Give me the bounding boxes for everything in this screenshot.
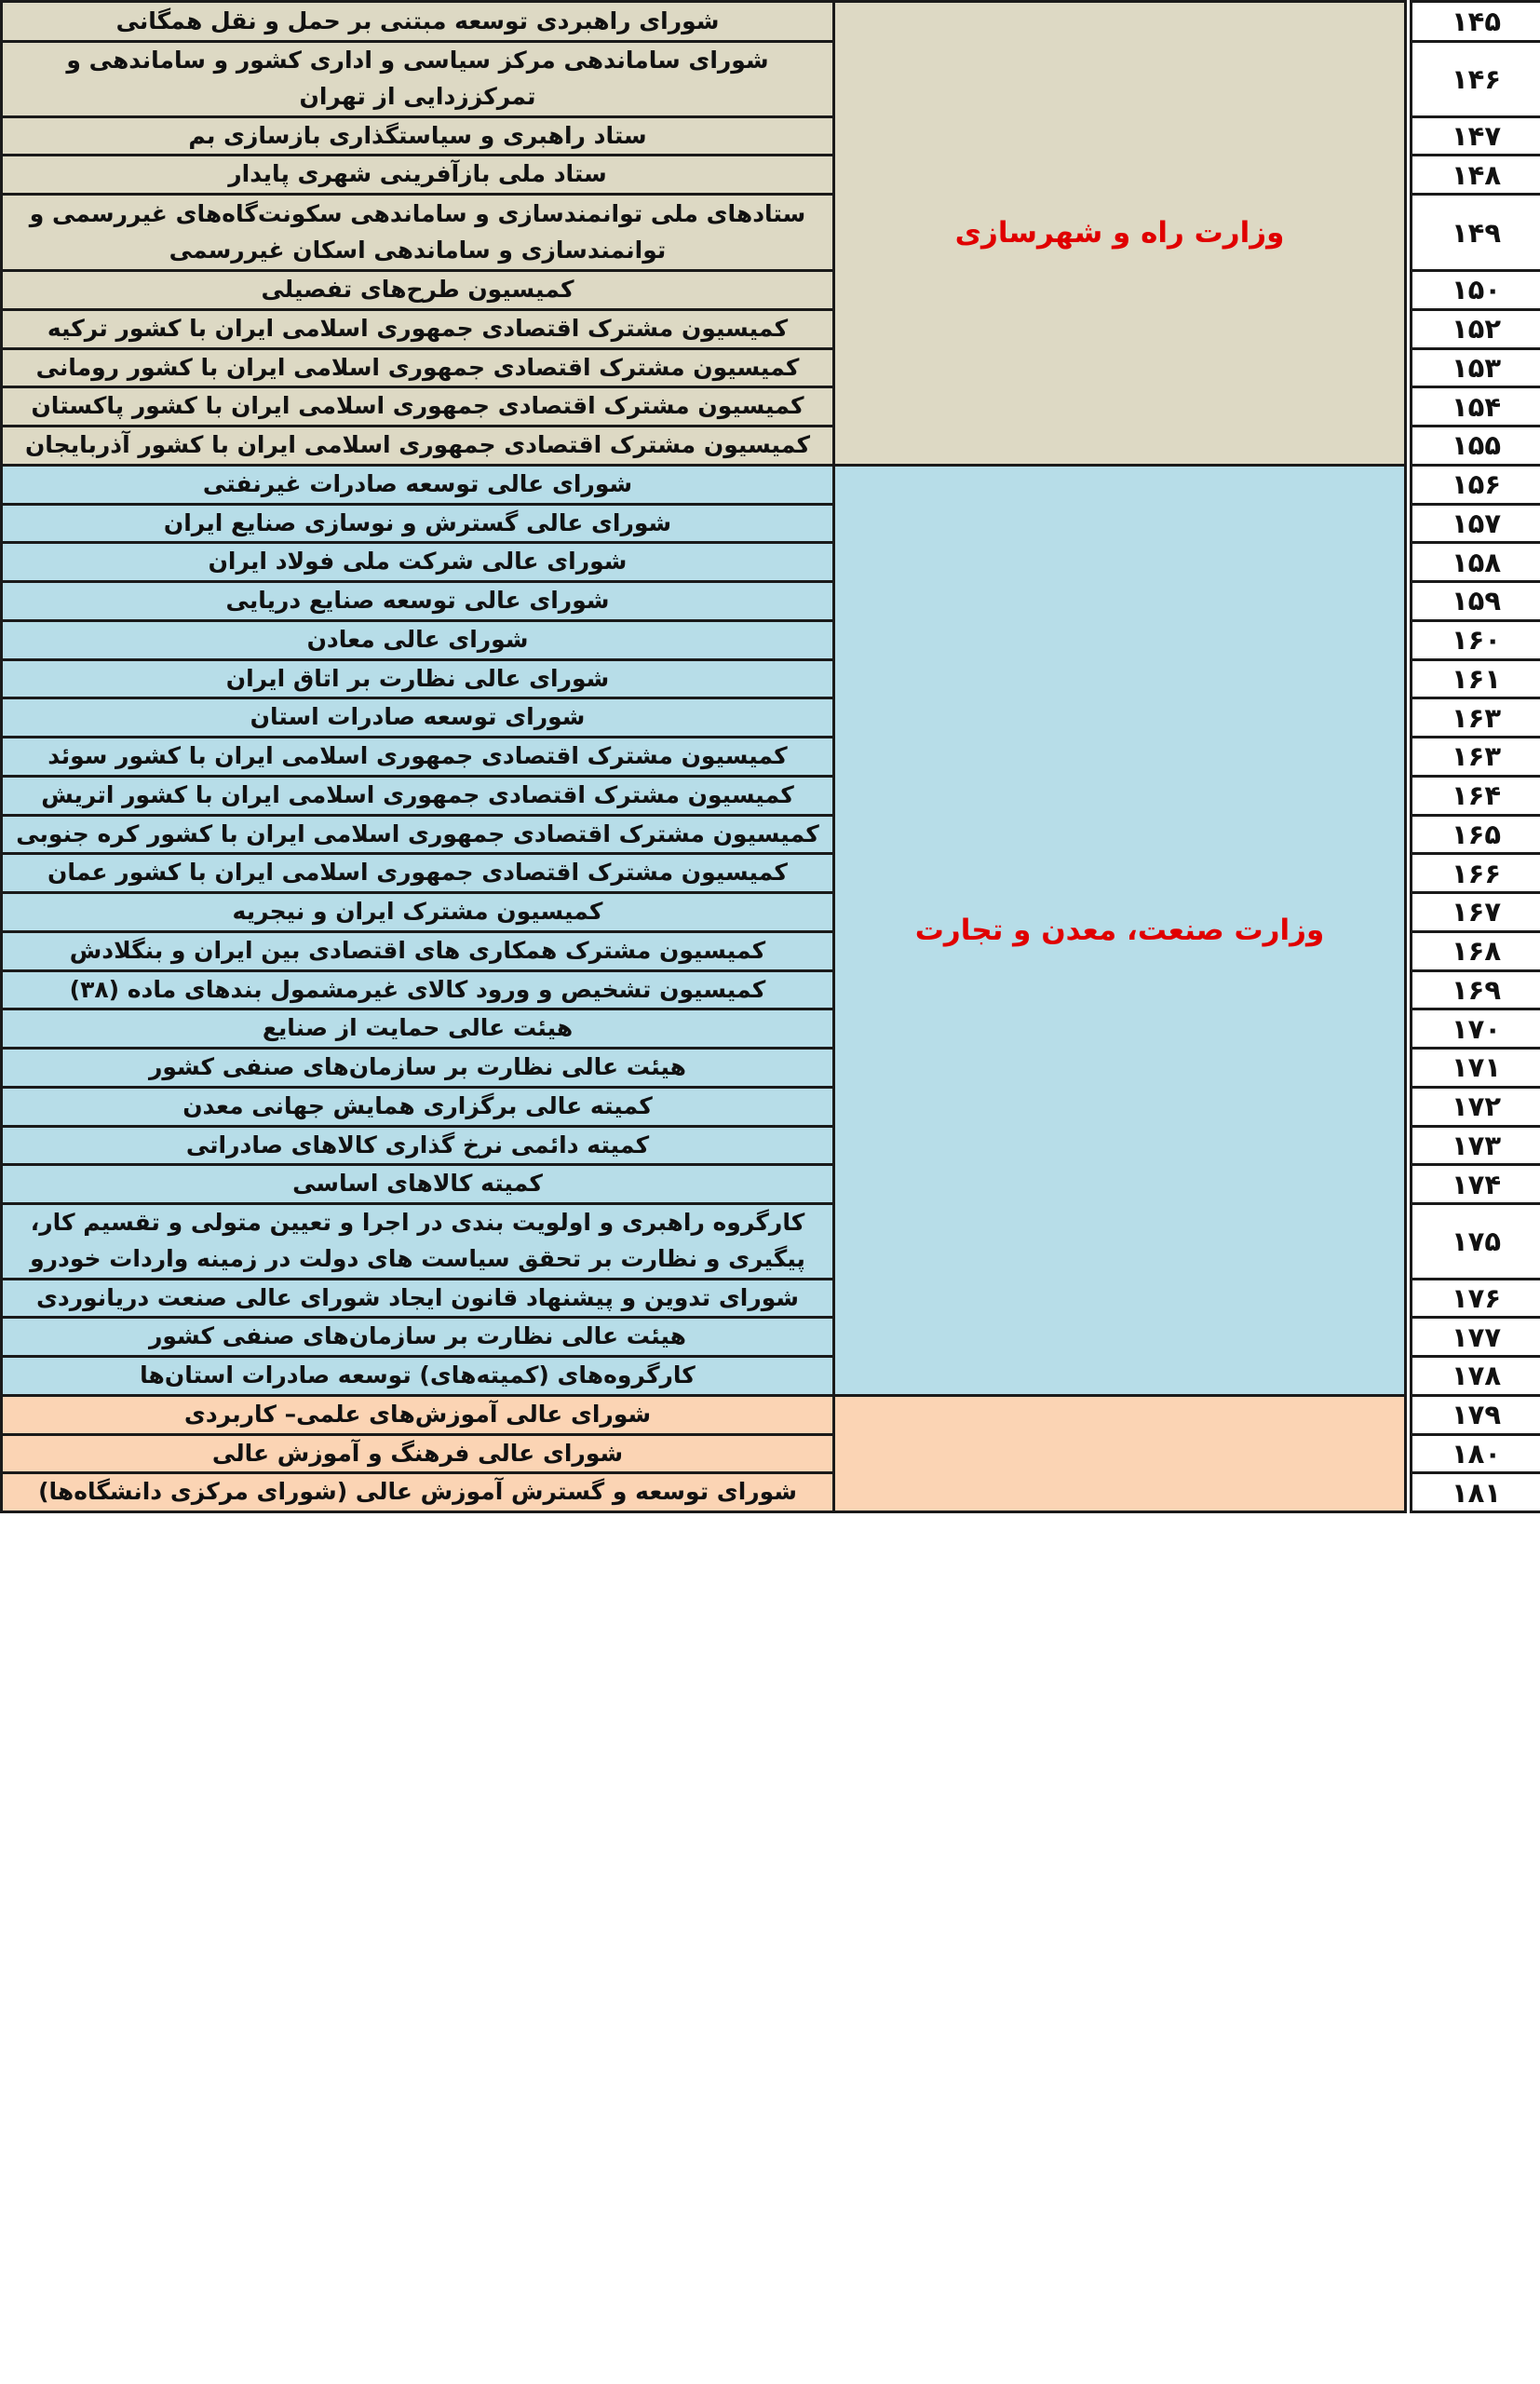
committee-name: شورای عالی نظارت بر اتاق ایران [2, 659, 834, 698]
row-number: ۱۶۰ [1412, 620, 1540, 659]
committee-name: کمیسیون طرح‌های تفصیلی [2, 271, 834, 310]
row-number: ۱۶۸ [1412, 931, 1540, 970]
row-number: ۱۵۳ [1412, 348, 1540, 387]
committee-name: شورای تدوین و پیشنهاد قانون ایجاد شورای عالی صنعت دریانوردی [2, 1279, 834, 1318]
row-number: ۱۴۵ [1412, 2, 1540, 42]
committee-name: شورای عالی آموزش‌های علمی– کاربردی [2, 1395, 834, 1434]
committee-name: کمیسیون مشترک اقتصادی جمهوری اسلامی ایران با کشور عمان [2, 854, 834, 893]
row-number: ۱۷۷ [1412, 1318, 1540, 1357]
committee-name: کمیته کالاهای اساسی [2, 1165, 834, 1204]
committee-name: ستاد راهبری و سیاستگذاری بازسازی بم [2, 116, 834, 156]
committee-name: کمیته عالی برگزاری همایش جهانی معدن [2, 1087, 834, 1126]
committee-name: کمیسیون مشترک اقتصادی جمهوری اسلامی ایران با کشور سوئد [2, 738, 834, 777]
row-number: ۱۸۱ [1412, 1473, 1540, 1512]
row-number: ۱۷۸ [1412, 1357, 1540, 1396]
row-number: ۱۷۲ [1412, 1087, 1540, 1126]
row-number: ۱۵۹ [1412, 582, 1540, 621]
committee-name: شورای عالی شرکت ملی فولاد ایران [2, 543, 834, 582]
row-number: ۱۵۵ [1412, 427, 1540, 466]
row-number: ۱۶۵ [1412, 815, 1540, 854]
row-number: ۱۵۶ [1412, 465, 1540, 504]
committee-name: کارگروه راهبری و اولویت بندی در اجرا و تعیین متولی و تقسیم کار، پیگیری و نظارت بر تحقق سیاست های دولت در زمینه واردات خودرو [2, 1204, 834, 1280]
row-number: ۱۷۱ [1412, 1049, 1540, 1088]
row-number: ۱۶۳ [1412, 738, 1540, 777]
table-row [2, 2, 1540, 42]
row-number: ۱۸۰ [1412, 1434, 1540, 1473]
committee-name: کمیسیون مشترک ایران و نیجریه [2, 893, 834, 932]
committee-name: ستاد ملی بازآفرینی شهری پایدار [2, 156, 834, 195]
committee-name: شورای عالی فرهنگ و آموزش عالی [2, 1434, 834, 1473]
committee-name: شورای راهبردی توسعه مبتنی بر حمل و نقل همگانی [2, 2, 834, 42]
committee-name: کمیسیون مشترک اقتصادی جمهوری اسلامی ایران با کشور آذربایجان [2, 427, 834, 466]
committee-name: شورای عالی گسترش و نوسازی صنایع ایران [2, 504, 834, 543]
committee-name: کمیسیون مشترک اقتصادی جمهوری اسلامی ایران با کشور کره جنوبی [2, 815, 834, 854]
row-number: ۱۴۸ [1412, 156, 1540, 195]
table-body [2, 2, 1540, 1512]
committee-name: کمیسیون تشخیص و ورود کالای غیرمشمول بندهای ماده (۳۸) [2, 970, 834, 1009]
committee-name: کارگروه‌های (کمیته‌های) توسعه صادرات استان‌ها [2, 1357, 834, 1396]
row-number: ۱۶۱ [1412, 659, 1540, 698]
row-number: ۱۵۴ [1412, 387, 1540, 427]
row-number: ۱۷۴ [1412, 1165, 1540, 1204]
row-number: ۱۴۷ [1412, 116, 1540, 156]
row-number: ۱۷۶ [1412, 1279, 1540, 1318]
committee-name: کمیته دائمی نرخ گذاری کالاهای صادراتی [2, 1126, 834, 1165]
committee-name: کمیسیون مشترک همکاری های اقتصادی بین ایران و بنگلادش [2, 931, 834, 970]
committee-name: کمیسیون مشترک اقتصادی جمهوری اسلامی ایران با کشور اتریش [2, 776, 834, 815]
row-number: ۱۷۳ [1412, 1126, 1540, 1165]
committee-name: شورای توسعه صادرات استان [2, 698, 834, 738]
row-number: ۱۷۰ [1412, 1009, 1540, 1049]
committee-name: شورای عالی توسعه صادرات غیرنفتی [2, 465, 834, 504]
committee-name: کمیسیون مشترک اقتصادی جمهوری اسلامی ایران با کشور رومانی [2, 348, 834, 387]
committee-name: هیئت عالی نظارت بر سازمان‌های صنفی کشور [2, 1049, 834, 1088]
committee-name: کمیسیون مشترک اقتصادی جمهوری اسلامی ایران با کشور ترکیه [2, 309, 834, 348]
committee-name: هیئت عالی نظارت بر سازمان‌های صنفی کشور [2, 1318, 834, 1357]
row-number: ۱۶۴ [1412, 776, 1540, 815]
committee-name: ستادهای ملی توانمندسازی و ساماندهی سکونت‌گاه‌های غیررسمی و توانمندسازی و ساماندهی اسکان غیررسمی [2, 195, 834, 271]
ministry-name [834, 1395, 1406, 1511]
row-number: ۱۶۷ [1412, 893, 1540, 932]
row-number: ۱۵۰ [1412, 271, 1540, 310]
committee-name: شورای ساماندهی مرکز سیاسی و اداری کشور و ساماندهی و تمرکززدایی از تهران [2, 42, 834, 117]
ministry-name: وزارت صنعت، معدن و تجارت [834, 465, 1406, 1395]
row-number: ۱۶۶ [1412, 854, 1540, 893]
row-number: ۱۵۷ [1412, 504, 1540, 543]
committee-name: شورای عالی معادن [2, 620, 834, 659]
row-number: ۱۵۲ [1412, 309, 1540, 348]
committee-name: شورای توسعه و گسترش آموزش عالی (شورای مرکزی دانشگاه‌ها) [2, 1473, 834, 1512]
table-row [2, 1395, 1540, 1434]
row-number: ۱۴۹ [1412, 195, 1540, 271]
row-number: ۱۴۶ [1412, 42, 1540, 117]
row-number: ۱۷۹ [1412, 1395, 1540, 1434]
committee-name: کمیسیون مشترک اقتصادی جمهوری اسلامی ایران با کشور پاکستان [2, 387, 834, 427]
row-number: ۱۷۵ [1412, 1204, 1540, 1280]
row-number: ۱۶۹ [1412, 970, 1540, 1009]
row-number: ۱۵۸ [1412, 543, 1540, 582]
committee-name: شورای عالی توسعه صنایع دریایی [2, 582, 834, 621]
table-row [2, 465, 1540, 504]
committee-name: هیئت عالی حمایت از صنایع [2, 1009, 834, 1049]
ministry-name: وزارت راه و شهرسازی [834, 2, 1406, 466]
row-number: ۱۶۳ [1412, 698, 1540, 738]
